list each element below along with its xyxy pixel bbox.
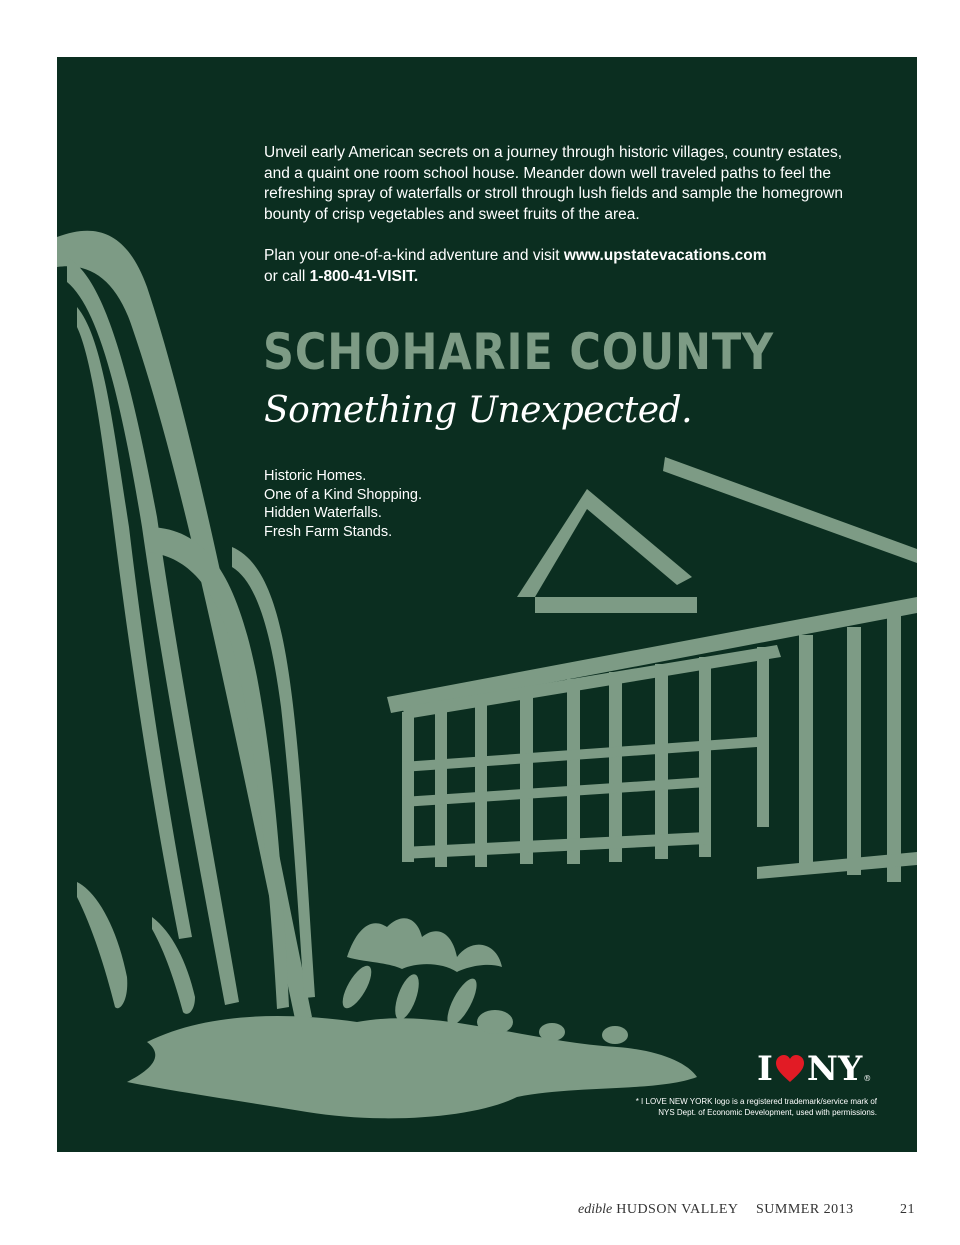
publication-name [578, 1202, 739, 1218]
barn-post [699, 657, 711, 857]
tomato [602, 1026, 628, 1044]
barn-post [887, 612, 901, 882]
issue-date: SUMMER 2013 [756, 1202, 854, 1217]
carrot-tops [347, 918, 502, 972]
carrot [390, 971, 423, 1022]
disclaimer-line-2: NYS Dept. of Economic Development, used with permissions. [658, 1107, 877, 1117]
website-link[interactable]: www.upstatevacations.com [563, 247, 767, 264]
cta-lead: Plan your one-of-a-kind adventure and visit [264, 247, 564, 264]
barn-post [475, 697, 487, 867]
registered-mark: ® [863, 1074, 872, 1083]
advertisement [57, 57, 917, 1152]
call-to-action [264, 246, 864, 287]
barn-eave [387, 597, 917, 713]
i-love-ny-logo [757, 1049, 871, 1089]
barn-post [520, 689, 533, 864]
trademark-disclaimer [557, 1097, 877, 1118]
feature-list [264, 467, 422, 541]
barn-post [567, 679, 580, 864]
tomato [539, 1023, 565, 1041]
tomato [477, 1010, 513, 1034]
feature-item: One of a Kind Shopping. [264, 486, 423, 503]
publication-italic: edible [578, 1202, 613, 1217]
barn-fascia [402, 645, 781, 719]
heart-icon [775, 1055, 805, 1083]
barn-cupola [535, 597, 697, 613]
feature-item: Hidden Waterfalls. [264, 505, 382, 521]
barn-post [402, 712, 414, 862]
corn-left [77, 882, 127, 1008]
barn-post [799, 635, 813, 867]
page-number: 21 [900, 1202, 915, 1217]
phone-number: 1-800-41-VISIT. [309, 267, 419, 285]
barn-roof-gable [517, 489, 692, 597]
carrot [442, 975, 482, 1029]
tagline: Something Unexpected. [264, 390, 693, 431]
feature-item: Historic Homes. [264, 468, 367, 484]
barn-post [609, 672, 622, 862]
logo-i: I [757, 1049, 773, 1089]
publication-title: HUDSON VALLEY [616, 1202, 739, 1217]
headline: SCHOHARIE COUNTY [263, 323, 775, 381]
barn-post [655, 664, 668, 859]
intro-paragraph: Unveil early American secrets on a journey through historic villages, country estates, and a quaint one room school house. Meander down well traveled paths to feel the refreshing spray of waterfalls or stroll through lush fields and sample the homegrown bounty of crisp vegetables and sweet fruits of the area. [264, 144, 843, 223]
disclaimer-line-1: * I LOVE NEW YORK logo is a registered trademark/service mark of [635, 1097, 877, 1106]
barn-roof-long [663, 457, 917, 563]
cta-mid: or call [264, 267, 310, 285]
feature-item: Fresh Farm Stands. [264, 523, 393, 540]
barn-post [435, 707, 447, 867]
logo-ny: NY [806, 1049, 863, 1089]
barn-post [847, 627, 861, 875]
carrot [337, 962, 377, 1013]
barn-post [757, 647, 769, 827]
